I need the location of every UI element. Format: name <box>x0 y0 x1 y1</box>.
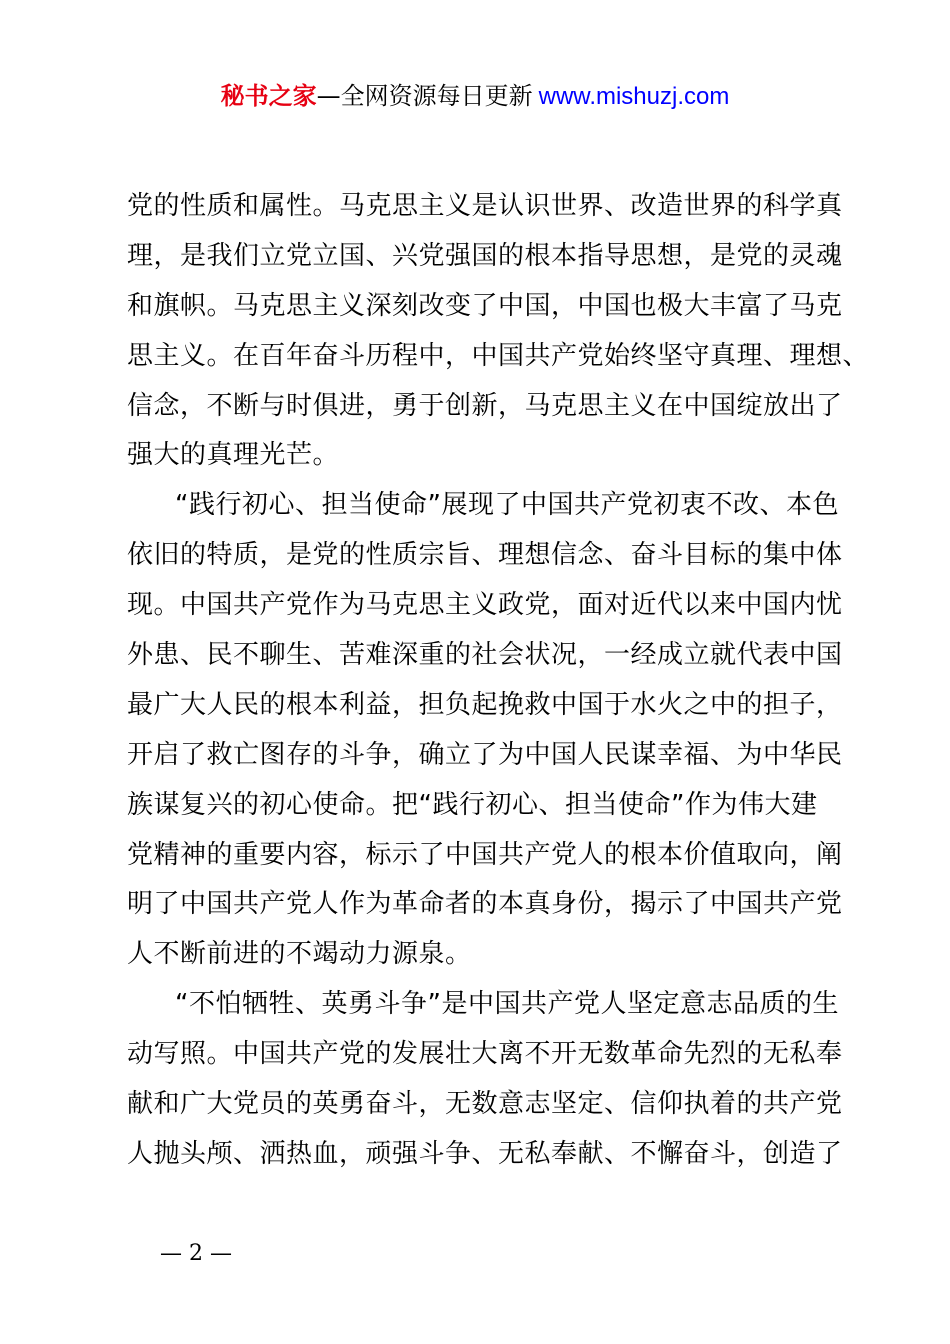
header-tagline: —全网资源每日更新 <box>316 82 533 110</box>
page-header <box>0 80 950 113</box>
text-line: 动写照。中国共产党的发展壮大离不开无数革命先烈的无私奉 <box>127 1039 843 1070</box>
page-number: — 2 — <box>160 1241 232 1266</box>
text-line: 明了中国共产党人作为革命者的本真身份，揭示了中国共产党 <box>127 889 843 920</box>
text-line: 现。中国共产党作为马克思主义政党，面对近代以来中国内忧 <box>127 590 843 621</box>
text-line: 党精神的重要内容，标示了中国共产党人的根本价值取向，阐 <box>127 839 843 870</box>
site-url-link[interactable]: www.mishuzj.com <box>538 83 730 110</box>
paragraph-1 <box>127 182 870 481</box>
text-line: 信念，不断与时俱进，勇于创新，马克思主义在中国绽放出了 <box>127 390 843 421</box>
text-line: 人抛头颅、洒热血，顽强斗争、无私奉献、不懈奋斗，创造了 <box>127 1138 843 1169</box>
paragraph-3 <box>127 980 843 1180</box>
text-line: 最广大人民的根本利益，担负起挽救中国于水火之中的担子， <box>127 689 843 720</box>
text-line: 献和广大党员的英勇奋斗，无数意志坚定、信仰执着的共产党 <box>127 1089 843 1120</box>
text-line: 思主义。在百年奋斗历程中，中国共产党始终坚守真理、理想、 <box>127 340 870 371</box>
text-line: 依旧的特质，是党的性质宗旨、理想信念、奋斗目标的集中体 <box>127 540 843 571</box>
text-line: 开启了救亡图存的斗争，确立了为中国人民谋幸福、为中华民 <box>127 739 843 770</box>
brand-name: 秘书之家 <box>220 82 317 110</box>
text-line: 和旗帜。马克思主义深刻改变了中国，中国也极大丰富了马克 <box>127 290 843 321</box>
text-line: “不怕牺牲、英勇斗争”是中国共产党人坚定意志品质的生 <box>175 989 839 1020</box>
text-line: 人不断前进的不竭动力源泉。 <box>127 939 472 970</box>
text-line: 族谋复兴的初心使命。把“践行初心、担当使命”作为伟大建 <box>127 789 818 820</box>
text-line: 强大的真理光芒。 <box>127 440 340 471</box>
text-line: 外患、民不聊生、苦难深重的社会状况，一经成立就代表中国 <box>127 640 843 671</box>
document-body <box>127 182 870 1180</box>
text-line: “践行初心、担当使命”展现了中国共产党初衷不改、本色 <box>175 490 839 521</box>
text-line: 党的性质和属性。马克思主义是认识世界、改造世界的科学真 <box>127 191 843 221</box>
paragraph-2 <box>127 481 843 980</box>
text-line: 理，是我们立党立国、兴党强国的根本指导思想，是党的灵魂 <box>127 240 843 271</box>
